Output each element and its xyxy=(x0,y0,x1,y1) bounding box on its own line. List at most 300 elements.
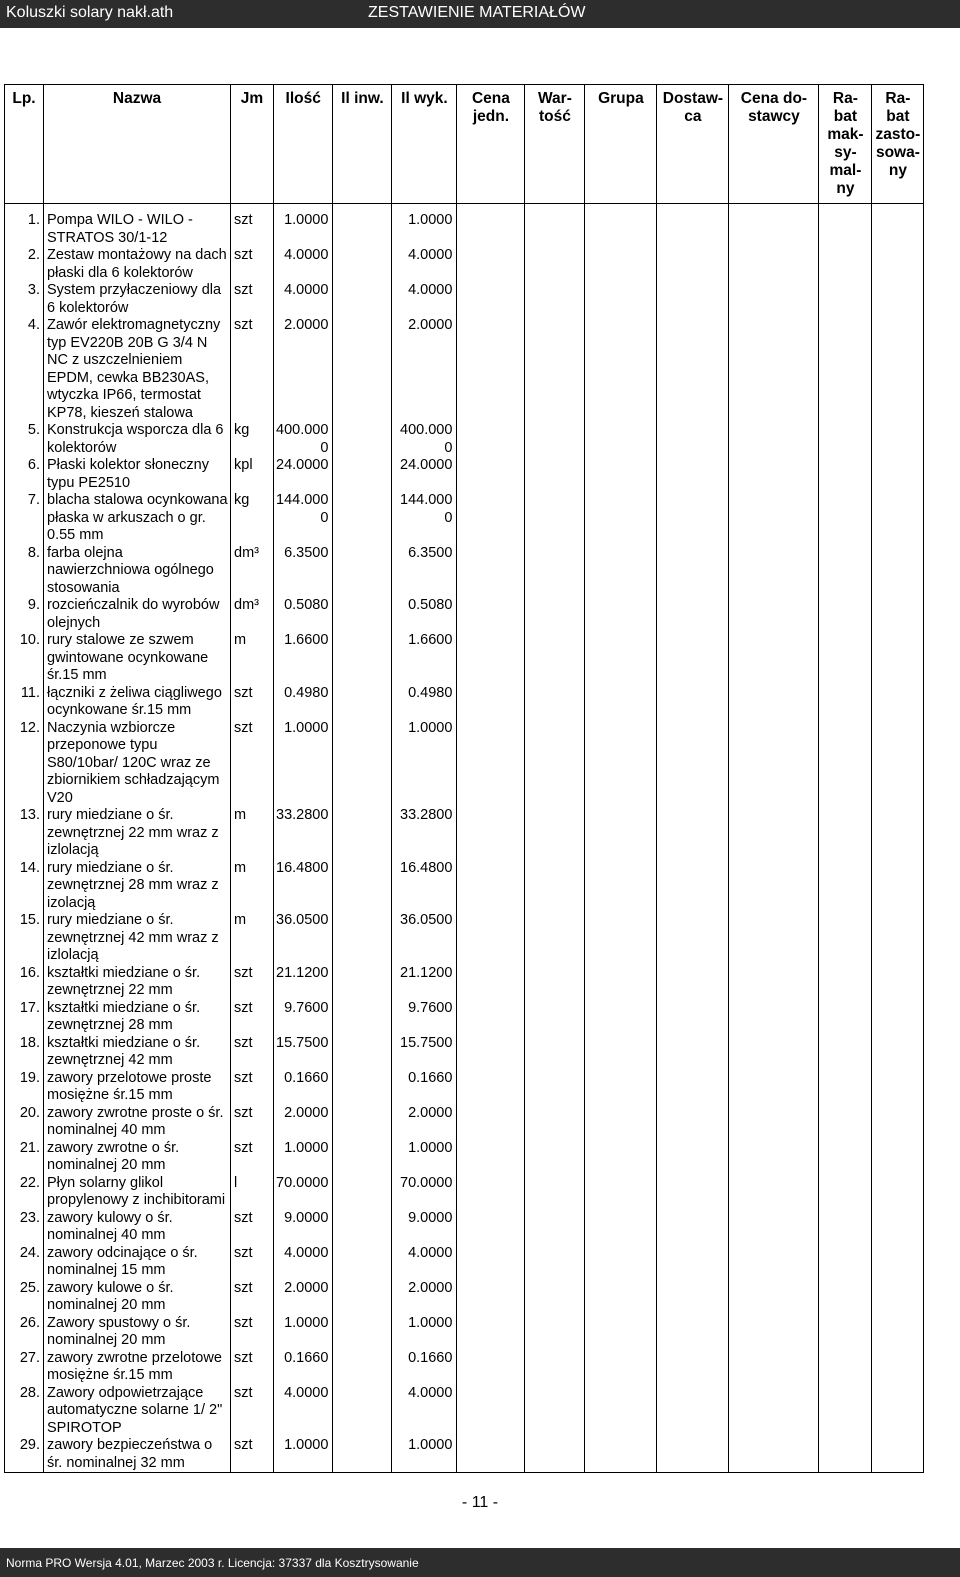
unit-price xyxy=(457,965,525,1000)
quantity-inv xyxy=(333,912,392,965)
material-name: zawory kulowy o śr. nominalnej 40 mm xyxy=(44,1210,231,1245)
row-number: 29. xyxy=(5,1437,44,1473)
supplier-price xyxy=(729,1245,819,1280)
supplier-price xyxy=(729,1350,819,1385)
column-header: Jm xyxy=(231,85,274,204)
quantity-inv xyxy=(333,1035,392,1070)
table-row xyxy=(5,860,924,913)
value xyxy=(525,247,585,282)
unit: kg xyxy=(231,492,274,545)
quantity-done: 36.0500 xyxy=(392,912,457,965)
group xyxy=(585,685,657,720)
quantity-inv xyxy=(333,632,392,685)
row-number: 5. xyxy=(5,422,44,457)
unit-price xyxy=(457,212,525,247)
applied-discount xyxy=(872,457,924,492)
supplier-price xyxy=(729,422,819,457)
applied-discount xyxy=(872,1437,924,1473)
supplier xyxy=(657,807,729,860)
unit-price xyxy=(457,597,525,632)
value xyxy=(525,282,585,317)
unit-price xyxy=(457,720,525,808)
unit-price xyxy=(457,1350,525,1385)
row-number: 24. xyxy=(5,1245,44,1280)
quantity-inv xyxy=(333,807,392,860)
quantity: 1.0000 xyxy=(274,1437,333,1473)
quantity-inv xyxy=(333,1437,392,1473)
row-number: 27. xyxy=(5,1350,44,1385)
value xyxy=(525,807,585,860)
supplier xyxy=(657,457,729,492)
supplier-price xyxy=(729,457,819,492)
materials-table xyxy=(4,84,924,1473)
unit: szt xyxy=(231,1000,274,1035)
applied-discount xyxy=(872,1000,924,1035)
quantity-done: 1.0000 xyxy=(392,1437,457,1473)
unit: szt xyxy=(231,1437,274,1473)
value xyxy=(525,720,585,808)
page-number: - 11 - xyxy=(461,1494,499,1511)
quantity: 1.0000 xyxy=(274,212,333,247)
row-number: 22. xyxy=(5,1175,44,1210)
quantity-inv xyxy=(333,282,392,317)
material-name: rury miedziane o śr. zewnętrznej 42 mm wraz z izlolacją xyxy=(44,912,231,965)
material-name: Zestaw montażowy na dach płaski dla 6 kolektorów xyxy=(44,247,231,282)
row-number: 9. xyxy=(5,597,44,632)
quantity-done: 9.7600 xyxy=(392,1000,457,1035)
supplier-price xyxy=(729,1280,819,1315)
supplier xyxy=(657,422,729,457)
unit-price xyxy=(457,685,525,720)
unit-price xyxy=(457,1175,525,1210)
column-header: Ilość xyxy=(274,85,333,204)
unit: szt xyxy=(231,1105,274,1140)
applied-discount xyxy=(872,545,924,598)
max-discount xyxy=(819,860,872,913)
row-number: 13. xyxy=(5,807,44,860)
table-row xyxy=(5,317,924,422)
column-header: Ra-bat mak-sy-mal-ny xyxy=(819,85,872,204)
quantity-inv xyxy=(333,492,392,545)
supplier xyxy=(657,632,729,685)
table-row xyxy=(5,807,924,860)
group xyxy=(585,1280,657,1315)
supplier-price xyxy=(729,317,819,422)
unit: kg xyxy=(231,422,274,457)
quantity-inv xyxy=(333,1280,392,1315)
quantity-done: 21.1200 xyxy=(392,965,457,1000)
quantity-done: 2.0000 xyxy=(392,317,457,422)
quantity: 4.0000 xyxy=(274,1245,333,1280)
unit: szt xyxy=(231,1245,274,1280)
supplier xyxy=(657,860,729,913)
value xyxy=(525,1210,585,1245)
material-name: zawory zwrotne przelotowe mosiężne śr.15 mm xyxy=(44,1350,231,1385)
row-number: 16. xyxy=(5,965,44,1000)
unit: szt xyxy=(231,1315,274,1350)
unit-price xyxy=(457,1070,525,1105)
max-discount xyxy=(819,1245,872,1280)
material-name: blacha stalowa ocynkowana płaska w arkuszach o gr. 0.55 mm xyxy=(44,492,231,545)
unit: m xyxy=(231,807,274,860)
material-name: zawory zwrotne proste o śr. nominalnej 40 mm xyxy=(44,1105,231,1140)
quantity-done: 6.3500 xyxy=(392,545,457,598)
quantity-inv xyxy=(333,212,392,247)
supplier-price xyxy=(729,1175,819,1210)
supplier xyxy=(657,282,729,317)
value xyxy=(525,1245,585,1280)
quantity-done: 4.0000 xyxy=(392,1385,457,1438)
material-name: farba olejna nawierzchniowa ogólnego stosowania xyxy=(44,545,231,598)
material-name: rozcieńczalnik do wyrobów olejnych xyxy=(44,597,231,632)
value xyxy=(525,912,585,965)
max-discount xyxy=(819,1035,872,1070)
supplier-price xyxy=(729,685,819,720)
row-number: 20. xyxy=(5,1105,44,1140)
table-row xyxy=(5,1385,924,1438)
row-number: 7. xyxy=(5,492,44,545)
group xyxy=(585,1035,657,1070)
unit: szt xyxy=(231,212,274,247)
table-row xyxy=(5,1210,924,1245)
group xyxy=(585,282,657,317)
quantity: 1.6600 xyxy=(274,632,333,685)
spacer-row xyxy=(5,204,924,213)
max-discount xyxy=(819,317,872,422)
max-discount xyxy=(819,597,872,632)
group xyxy=(585,317,657,422)
unit-price xyxy=(457,807,525,860)
row-number: 28. xyxy=(5,1385,44,1438)
row-number: 18. xyxy=(5,1035,44,1070)
column-header: Dostaw-ca xyxy=(657,85,729,204)
applied-discount xyxy=(872,1315,924,1350)
supplier xyxy=(657,1437,729,1473)
supplier xyxy=(657,1000,729,1035)
unit: m xyxy=(231,860,274,913)
unit-price xyxy=(457,1315,525,1350)
group xyxy=(585,1175,657,1210)
table-row xyxy=(5,247,924,282)
supplier xyxy=(657,1105,729,1140)
supplier xyxy=(657,545,729,598)
quantity: 24.0000 xyxy=(274,457,333,492)
quantity-done: 0.1660 xyxy=(392,1070,457,1105)
table-row xyxy=(5,422,924,457)
quantity-inv xyxy=(333,545,392,598)
material-name: Pompa WILO - WILO - STRATOS 30/1-12 xyxy=(44,212,231,247)
supplier-price xyxy=(729,1385,819,1438)
value xyxy=(525,860,585,913)
applied-discount xyxy=(872,492,924,545)
applied-discount xyxy=(872,685,924,720)
supplier-price xyxy=(729,1105,819,1140)
table-row xyxy=(5,1437,924,1473)
unit-price xyxy=(457,1140,525,1175)
group xyxy=(585,720,657,808)
supplier xyxy=(657,1350,729,1385)
table-row xyxy=(5,1175,924,1210)
quantity: 0.1660 xyxy=(274,1070,333,1105)
supplier xyxy=(657,1245,729,1280)
group xyxy=(585,1070,657,1105)
unit-price xyxy=(457,457,525,492)
row-number: 6. xyxy=(5,457,44,492)
group xyxy=(585,912,657,965)
table-row xyxy=(5,545,924,598)
table-row xyxy=(5,492,924,545)
quantity: 9.7600 xyxy=(274,1000,333,1035)
table-row xyxy=(5,1000,924,1035)
supplier xyxy=(657,212,729,247)
quantity-inv xyxy=(333,457,392,492)
unit: szt xyxy=(231,1385,274,1438)
max-discount xyxy=(819,1385,872,1438)
supplier-price xyxy=(729,807,819,860)
group xyxy=(585,597,657,632)
max-discount xyxy=(819,1000,872,1035)
value xyxy=(525,1280,585,1315)
footer-bar xyxy=(0,1548,960,1577)
applied-discount xyxy=(872,807,924,860)
supplier-price xyxy=(729,1315,819,1350)
quantity: 70.0000 xyxy=(274,1175,333,1210)
quantity-done: 400.000 0 xyxy=(392,422,457,457)
footer-text: Norma PRO Wersja 4.01, Marzec 2003 r. Licencja: 37337 dla Kosztrysowanie xyxy=(6,1556,419,1570)
applied-discount xyxy=(872,860,924,913)
table-header xyxy=(5,85,924,204)
value xyxy=(525,1000,585,1035)
row-number: 14. xyxy=(5,860,44,913)
unit: l xyxy=(231,1175,274,1210)
unit-price xyxy=(457,1035,525,1070)
max-discount xyxy=(819,422,872,457)
quantity: 9.0000 xyxy=(274,1210,333,1245)
value xyxy=(525,685,585,720)
applied-discount xyxy=(872,1350,924,1385)
supplier xyxy=(657,1385,729,1438)
supplier-price xyxy=(729,597,819,632)
value xyxy=(525,422,585,457)
supplier xyxy=(657,247,729,282)
material-name: Konstrukcja wsporcza dla 6 kolektorów xyxy=(44,422,231,457)
value xyxy=(525,1035,585,1070)
max-discount xyxy=(819,1105,872,1140)
unit: szt xyxy=(231,1070,274,1105)
unit: szt xyxy=(231,317,274,422)
material-name: zawory zwrotne o śr. nominalnej 20 mm xyxy=(44,1140,231,1175)
group xyxy=(585,632,657,685)
material-name: Zawór elektromagnetyczny typ EV220B 20B G 3/4 N NC z uszczelnieniem EPDM, cewka BB230AS, wtyczka IP66, termostat KP78, kieszeń stalowa xyxy=(44,317,231,422)
title-bar xyxy=(0,0,960,28)
supplier xyxy=(657,1315,729,1350)
supplier xyxy=(657,1280,729,1315)
applied-discount xyxy=(872,632,924,685)
supplier xyxy=(657,317,729,422)
supplier-price xyxy=(729,912,819,965)
max-discount xyxy=(819,685,872,720)
quantity-inv xyxy=(333,597,392,632)
supplier-price xyxy=(729,720,819,808)
value xyxy=(525,212,585,247)
value xyxy=(525,1350,585,1385)
supplier-price xyxy=(729,1437,819,1473)
supplier xyxy=(657,912,729,965)
material-name: kształtki miedziane o śr. zewnętrznej 28 mm xyxy=(44,1000,231,1035)
unit-price xyxy=(457,282,525,317)
quantity-done: 70.0000 xyxy=(392,1175,457,1210)
value xyxy=(525,1070,585,1105)
quantity: 2.0000 xyxy=(274,1105,333,1140)
applied-discount xyxy=(872,597,924,632)
applied-discount xyxy=(872,317,924,422)
material-name: Zawory odpowietrzające automatyczne solarne 1/ 2" SPIROTOP xyxy=(44,1385,231,1438)
column-header: Cena jedn. xyxy=(457,85,525,204)
max-discount xyxy=(819,807,872,860)
group xyxy=(585,212,657,247)
max-discount xyxy=(819,1070,872,1105)
quantity-inv xyxy=(333,1140,392,1175)
column-header: Cena do-stawcy xyxy=(729,85,819,204)
material-name: zawory przelotowe proste mosiężne śr.15 mm xyxy=(44,1070,231,1105)
row-number: 21. xyxy=(5,1140,44,1175)
table-row xyxy=(5,1280,924,1315)
quantity-inv xyxy=(333,1070,392,1105)
max-discount xyxy=(819,247,872,282)
supplier-price xyxy=(729,860,819,913)
unit-price xyxy=(457,912,525,965)
quantity-inv xyxy=(333,247,392,282)
quantity: 2.0000 xyxy=(274,317,333,422)
material-name: rury miedziane o śr. zewnętrznej 28 mm wraz z izolacją xyxy=(44,860,231,913)
unit-price xyxy=(457,492,525,545)
unit: szt xyxy=(231,720,274,808)
max-discount xyxy=(819,212,872,247)
max-discount xyxy=(819,632,872,685)
value xyxy=(525,632,585,685)
unit-price xyxy=(457,1210,525,1245)
unit-price xyxy=(457,1105,525,1140)
material-name: kształtki miedziane o śr. zewnętrznej 42 mm xyxy=(44,1035,231,1070)
supplier xyxy=(657,1035,729,1070)
quantity-done: 4.0000 xyxy=(392,1245,457,1280)
quantity-inv xyxy=(333,1350,392,1385)
group xyxy=(585,1315,657,1350)
unit: dm³ xyxy=(231,597,274,632)
unit-price xyxy=(457,1385,525,1438)
group xyxy=(585,457,657,492)
supplier-price xyxy=(729,212,819,247)
max-discount xyxy=(819,1175,872,1210)
table-row xyxy=(5,1245,924,1280)
column-header: Lp. xyxy=(5,85,44,204)
max-discount xyxy=(819,282,872,317)
quantity-inv xyxy=(333,317,392,422)
quantity: 0.5080 xyxy=(274,597,333,632)
quantity-done: 1.0000 xyxy=(392,720,457,808)
group xyxy=(585,1350,657,1385)
value xyxy=(525,457,585,492)
table-row xyxy=(5,965,924,1000)
quantity-done: 2.0000 xyxy=(392,1280,457,1315)
table-row xyxy=(5,685,924,720)
applied-discount xyxy=(872,1280,924,1315)
material-name: zawory bezpieczeństwa o śr. nominalnej 32 mm xyxy=(44,1437,231,1473)
group xyxy=(585,1210,657,1245)
row-number: 12. xyxy=(5,720,44,808)
value xyxy=(525,1385,585,1438)
row-number: 3. xyxy=(5,282,44,317)
group xyxy=(585,807,657,860)
applied-discount xyxy=(872,212,924,247)
quantity: 15.7500 xyxy=(274,1035,333,1070)
applied-discount xyxy=(872,1140,924,1175)
quantity-done: 15.7500 xyxy=(392,1035,457,1070)
quantity: 21.1200 xyxy=(274,965,333,1000)
unit: kpl xyxy=(231,457,274,492)
quantity-inv xyxy=(333,1175,392,1210)
material-name: Płaski kolektor słoneczny typu PE2510 xyxy=(44,457,231,492)
quantity: 4.0000 xyxy=(274,1385,333,1438)
quantity: 36.0500 xyxy=(274,912,333,965)
row-number: 15. xyxy=(5,912,44,965)
material-name: Płyn solarny glikol propylenowy z inchibitorami xyxy=(44,1175,231,1210)
quantity: 1.0000 xyxy=(274,1140,333,1175)
table-row xyxy=(5,1350,924,1385)
applied-discount xyxy=(872,965,924,1000)
unit: m xyxy=(231,912,274,965)
unit: szt xyxy=(231,1280,274,1315)
max-discount xyxy=(819,1350,872,1385)
quantity: 0.4980 xyxy=(274,685,333,720)
group xyxy=(585,1105,657,1140)
applied-discount xyxy=(872,1070,924,1105)
quantity: 0.1660 xyxy=(274,1350,333,1385)
max-discount xyxy=(819,492,872,545)
supplier-price xyxy=(729,965,819,1000)
quantity-done: 0.5080 xyxy=(392,597,457,632)
column-header: Grupa xyxy=(585,85,657,204)
applied-discount xyxy=(872,422,924,457)
unit: szt xyxy=(231,282,274,317)
applied-discount xyxy=(872,1245,924,1280)
supplier-price xyxy=(729,1035,819,1070)
row-number: 25. xyxy=(5,1280,44,1315)
quantity-done: 9.0000 xyxy=(392,1210,457,1245)
column-header: War-tość xyxy=(525,85,585,204)
quantity: 4.0000 xyxy=(274,247,333,282)
quantity: 1.0000 xyxy=(274,1315,333,1350)
row-number: 19. xyxy=(5,1070,44,1105)
supplier-price xyxy=(729,545,819,598)
unit-price xyxy=(457,1437,525,1473)
max-discount xyxy=(819,965,872,1000)
max-discount xyxy=(819,1210,872,1245)
row-number: 23. xyxy=(5,1210,44,1245)
applied-discount xyxy=(872,912,924,965)
value xyxy=(525,597,585,632)
max-discount xyxy=(819,720,872,808)
table-row xyxy=(5,720,924,808)
applied-discount xyxy=(872,247,924,282)
quantity-done: 2.0000 xyxy=(392,1105,457,1140)
quantity-inv xyxy=(333,1385,392,1438)
quantity-done: 0.4980 xyxy=(392,685,457,720)
column-header: Nazwa xyxy=(44,85,231,204)
unit: szt xyxy=(231,247,274,282)
quantity-done: 1.0000 xyxy=(392,1315,457,1350)
supplier-price xyxy=(729,1070,819,1105)
